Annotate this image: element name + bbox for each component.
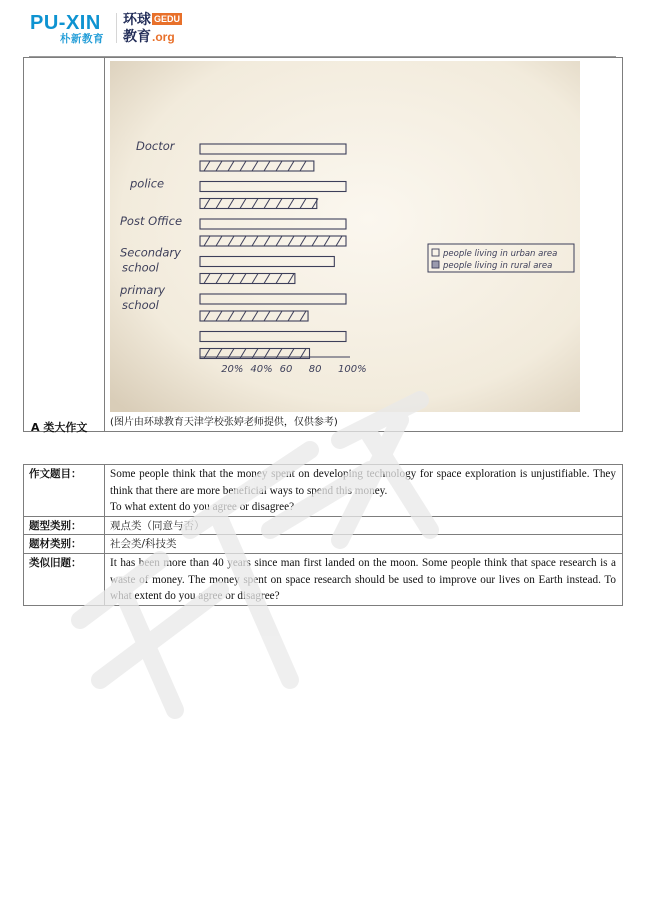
chart-bar-hatch [288, 199, 294, 209]
gedu-logo-cn-line1: 环球 [123, 12, 151, 28]
chart-bar-hatch [216, 274, 222, 284]
row-label-topic: 作文题目： [24, 465, 105, 517]
chart-bar-hatch [252, 311, 258, 321]
chart-bar-hatch [252, 236, 258, 246]
chart-bar-rural [200, 236, 346, 246]
figure-table [23, 57, 623, 432]
row-value-similar-topic: It has been more than 40 years since man first landed on the moon. Some people think that space research is a waste of money. The money spent on space research should be used to improve our lives on Earth instead. To what extent do you agree or disagree? [105, 553, 623, 605]
chart-x-tick-label: 20% [221, 364, 244, 375]
puxin-logo-cn: 朴新教育 [60, 33, 104, 45]
chart-bar-hatch [216, 236, 222, 246]
chart-x-tick-label: 60 [279, 364, 293, 375]
chart-bar-hatch [204, 199, 210, 209]
topic-question: To what extent do you agree or disagree? [110, 501, 295, 514]
chart-bar-hatch [336, 236, 342, 246]
table-row [24, 516, 623, 535]
chart-bar-hatch [240, 274, 246, 284]
chart-bar-hatch [204, 236, 210, 246]
chart-bar-hatch [264, 161, 270, 171]
chart-bar-hatch [288, 274, 294, 284]
chart-bar-hatch [324, 236, 330, 246]
chart-bar-hatch [264, 274, 270, 284]
chart-category-label: Post Office [120, 214, 183, 228]
chart-bar-hatch [228, 161, 234, 171]
legend-label: people living in rural area [443, 261, 553, 271]
chart-bar-hatch [252, 274, 258, 284]
chart-bar-hatch [300, 161, 306, 171]
chart-bar-urban [200, 332, 346, 342]
chart-category-label: school [122, 260, 159, 275]
legend-label: people living in urban area [443, 249, 558, 259]
topic-line: Some people think that the money spent on developing technology for space exploration is unjustifiable. They think that there are more beneficial ways to spend this money. [110, 468, 616, 497]
row-label-subject-type: 题材类别： [24, 535, 105, 554]
chart-bar-urban [200, 257, 334, 267]
puxin-logo-text: PU-XIN [30, 12, 101, 34]
row-value-subject-type: 社会类/科技类 [105, 535, 623, 554]
gedu-logo-domain: .org [152, 30, 175, 44]
chart-bar-rural [200, 199, 317, 209]
chart-bar-hatch [240, 199, 246, 209]
chart-bar-hatch [276, 161, 282, 171]
chart-bar-hatch [204, 161, 210, 171]
chart-x-tick-label: 40% [250, 364, 273, 375]
chart-bar-hatch [312, 236, 318, 246]
figure-caption: (图片由环球教育天津学校张婷老师提供，仅供参考) [110, 417, 338, 428]
chart-bar-hatch [252, 161, 258, 171]
essay-info-table [23, 464, 623, 606]
row-label-similar-topic: 类似旧题： [24, 553, 105, 605]
chart-category-label: primary [120, 283, 166, 297]
chart-bar-hatch [300, 236, 306, 246]
chart-bar-urban [200, 219, 346, 229]
chart-bar-rural [200, 311, 308, 321]
chart-bar-hatch [228, 199, 234, 209]
figure-table-divider [104, 58, 105, 431]
chart-bar-urban [200, 182, 346, 192]
chart-bar-hatch [276, 274, 282, 284]
chart-bar-hatch [240, 311, 246, 321]
chart-bar-hatch [228, 236, 234, 246]
logo-divider [116, 13, 117, 43]
chart-bar-hatch [288, 311, 294, 321]
chart-bar-hatch [264, 199, 270, 209]
chart-bar-hatch [288, 161, 294, 171]
row-value-question-type: 观点类（同意与否） [105, 516, 623, 535]
chart-category-label: police [130, 176, 165, 191]
chart-x-tick-label: 80 [308, 364, 322, 375]
gedu-logo-cn-line2: 教育 [123, 29, 151, 45]
table-row [24, 553, 623, 605]
legend-rural-swatch [432, 261, 439, 268]
row-value-topic [105, 465, 623, 517]
chart-bar-hatch [276, 311, 282, 321]
chart-bar-hatch [264, 236, 270, 246]
chart-bar-hatch [288, 236, 294, 246]
chart-bar-hatch [264, 311, 270, 321]
chart-bar-urban [200, 144, 346, 154]
legend-urban-swatch [432, 249, 439, 256]
chart-x-tick-label: 100% [338, 364, 367, 375]
chart-photo [110, 61, 580, 412]
gedu-logo [123, 11, 193, 47]
chart-bar-hatch [216, 199, 222, 209]
row-label-question-type: 题型类别： [24, 516, 105, 535]
table-row [24, 465, 623, 517]
chart-bar-hatch [300, 199, 306, 209]
gedu-logo-tag: GEDU [154, 14, 181, 24]
puxin-logo [30, 12, 110, 46]
chart-bar-hatch [216, 161, 222, 171]
chart-bar-hatch [300, 311, 306, 321]
chart-bar-hatch [204, 274, 210, 284]
chart-bar-hatch [240, 161, 246, 171]
chart-category-label: Doctor [136, 139, 175, 153]
chart-bar-hatch [240, 236, 246, 246]
chart-bar-hatch [276, 199, 282, 209]
chart-category-label: Secondary [120, 245, 181, 260]
chart-bar-hatch [228, 274, 234, 284]
chart-bar-hatch [252, 199, 258, 209]
chart-bar-urban [200, 294, 346, 304]
chart-bar-hatch [228, 311, 234, 321]
chart-bar-hatch [204, 311, 210, 321]
section-title: A 类大作文 [31, 421, 88, 434]
table-row [24, 535, 623, 554]
hand-drawn-bar-chart [110, 61, 580, 412]
chart-bar-hatch [216, 311, 222, 321]
chart-bar-hatch [276, 236, 282, 246]
chart-category-label: school [122, 298, 159, 312]
